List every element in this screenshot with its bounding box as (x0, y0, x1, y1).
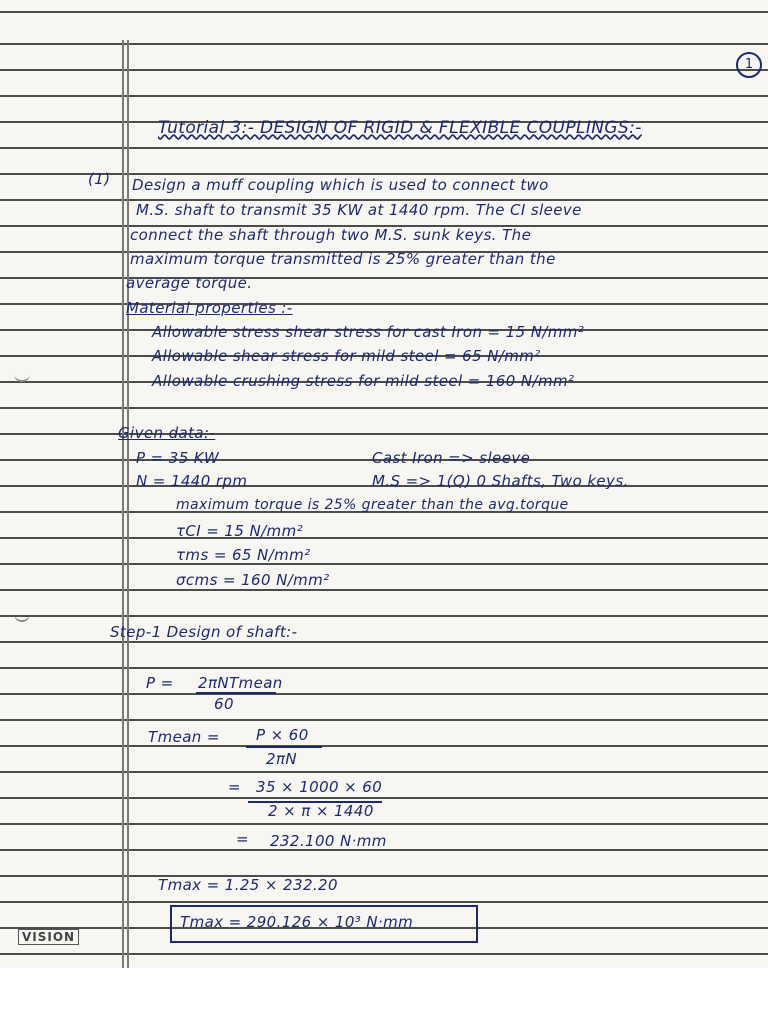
problem-line: M.S. shaft to transmit 35 KW at 1440 rpm. The CI sleeve (136, 201, 582, 219)
substitution-numerator: 35 × 1000 × 60 (256, 778, 383, 796)
given-torque-note: maximum torque is 25% greater than the avg.torque (176, 497, 569, 513)
tmax-calculation: Tmax = 1.25 × 232.20 (158, 876, 338, 894)
material-property: Allowable crushing stress for mild steel = 160 N/mm² (152, 372, 575, 390)
margin-line (127, 40, 129, 968)
material-property: Allowable stress shear stress for cast Iron = 15 N/mm² (152, 323, 585, 341)
power-formula-denominator: 60 (214, 695, 234, 713)
given-note-ms: M.S => 1(Q) 0 Shafts, Two keys. (372, 472, 629, 490)
problem-number: (1) (88, 170, 111, 188)
given-sigma-cms: σcms = 160 N/mm² (176, 571, 330, 589)
vision-logo-stamp: VISION (18, 929, 79, 945)
step1-heading: Step-1 Design of shaft:- (110, 623, 298, 641)
fraction-line (246, 746, 322, 748)
given-data-heading: Given data:- (118, 424, 216, 442)
tmean-denominator: 2πN (266, 750, 297, 768)
problem-line: average torque. (126, 274, 253, 292)
tmean-numerator: P × 60 (256, 726, 309, 744)
binder-hole-mark (14, 612, 30, 622)
tmean-result: 232.100 N·mm (270, 832, 387, 850)
power-formula-numerator: 2πNTmean (198, 674, 283, 692)
given-tau-ms: τms = 65 N/mm² (176, 546, 311, 564)
substitution-denominator: 2 × π × 1440 (268, 802, 374, 820)
power-formula-lhs: P = (146, 674, 174, 692)
material-property: Allowable shear stress for mild steel = 65 N/mm² (152, 347, 541, 365)
equals-sign: = (236, 830, 249, 848)
binder-hole-mark (14, 372, 30, 382)
given-speed: N = 1440 rpm (136, 472, 248, 490)
margin-line (122, 40, 124, 968)
tmax-result: Tmax = 290.126 × 10³ N·mm (180, 913, 414, 931)
tmean-lhs: Tmean = (148, 728, 220, 746)
given-note-ci: Cast Iron => sleeve (372, 449, 531, 467)
given-tau-ci: τCI = 15 N/mm² (176, 522, 303, 540)
equals-sign: = (228, 778, 241, 796)
material-properties-heading: Material properties :- (126, 299, 293, 317)
given-power: P = 35 KW (136, 449, 220, 467)
page-title: Tutorial 3:- DESIGN OF RIGID & FLEXIBLE COUPLINGS:- (158, 118, 642, 138)
fraction-line (196, 692, 276, 694)
problem-line: Design a muff coupling which is used to connect two (132, 176, 549, 194)
page-number: 1 (736, 52, 762, 78)
problem-line: connect the shaft through two M.S. sunk keys. The (130, 226, 532, 244)
problem-line: maximum torque transmitted is 25% greater than the (130, 250, 556, 268)
